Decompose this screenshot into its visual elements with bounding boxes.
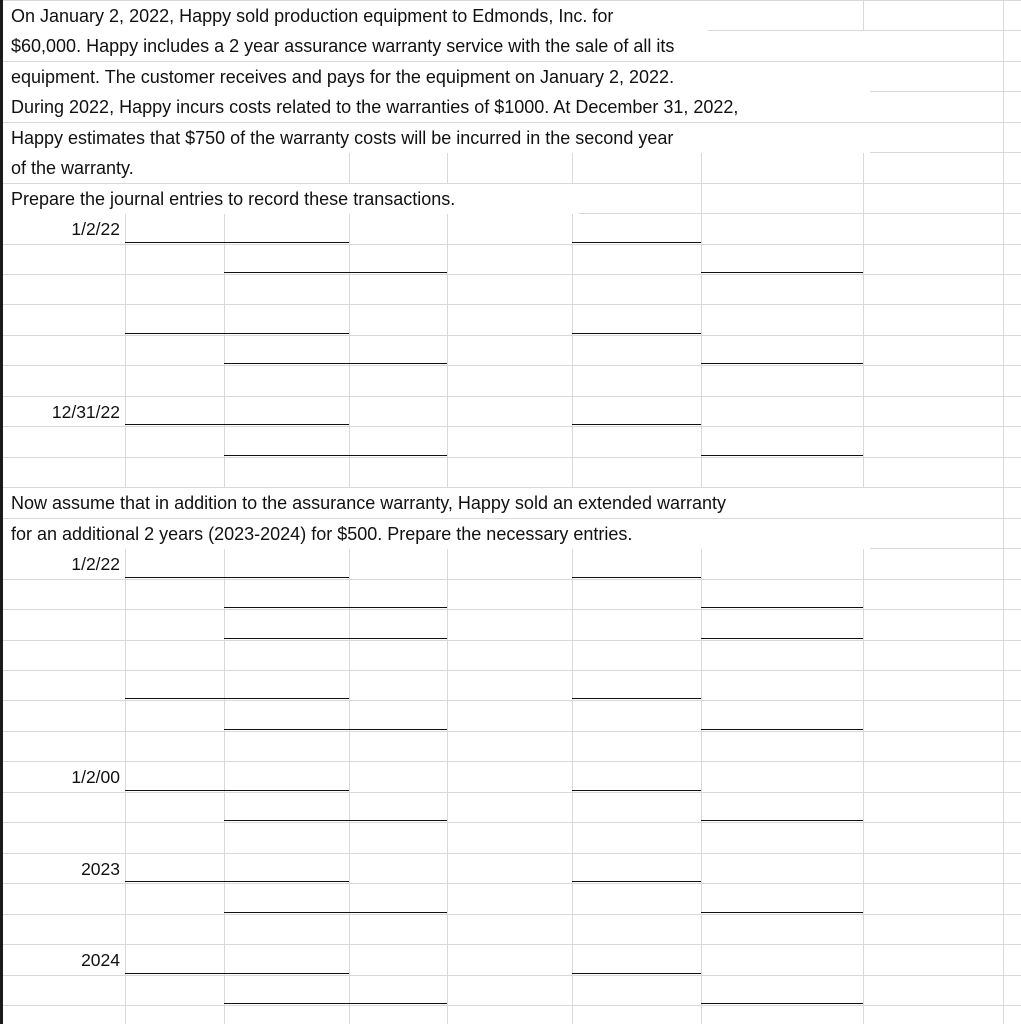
debit-amount-line[interactable]	[572, 973, 701, 974]
problem-line-4[interactable]: During 2022, Happy incurs costs related to the warranties of $1000. At December 31, 2022,	[3, 92, 870, 122]
credit-account-line[interactable]	[224, 820, 447, 821]
debit-account-line[interactable]	[125, 790, 349, 791]
problem-line-3[interactable]: equipment. The customer receives and pays for the equipment on January 2, 2022.	[3, 62, 870, 92]
debit-account-line[interactable]	[125, 577, 349, 578]
row-gridline	[0, 914, 1021, 915]
row-gridline	[0, 244, 1021, 245]
problem-line-5[interactable]: Happy estimates that $750 of the warranty costs will be incurred in the second year	[3, 123, 870, 153]
row-gridline	[0, 640, 1021, 641]
date-cell[interactable]: 1/2/22	[71, 219, 120, 239]
date-cell[interactable]: 1/2/22	[71, 554, 120, 574]
row-gridline	[0, 853, 1021, 854]
column-gridline	[1003, 0, 1004, 1024]
credit-amount-line[interactable]	[701, 912, 863, 913]
debit-amount-line[interactable]	[572, 333, 701, 334]
credit-account-line[interactable]	[224, 1003, 447, 1004]
debit-amount-line[interactable]	[572, 698, 701, 699]
debit-account-line[interactable]	[125, 242, 349, 243]
row-gridline	[0, 944, 1021, 945]
date-cell[interactable]: 1/2/00	[71, 767, 120, 787]
debit-account-line[interactable]	[125, 424, 349, 425]
row-gridline	[0, 670, 1021, 671]
credit-amount-line[interactable]	[701, 272, 863, 273]
row-gridline	[0, 731, 1021, 732]
credit-amount-line[interactable]	[701, 1003, 863, 1004]
row-gridline	[0, 396, 1021, 397]
debit-account-line[interactable]	[125, 973, 349, 974]
row-gridline	[0, 792, 1021, 793]
row-gridline	[0, 883, 1021, 884]
credit-account-line[interactable]	[224, 638, 447, 639]
credit-amount-line[interactable]	[701, 820, 863, 821]
date-cell[interactable]: 2024	[81, 950, 120, 970]
part2-line-2[interactable]: for an additional 2 years (2023-2024) for $500. Prepare the necessary entries.	[3, 519, 870, 549]
credit-amount-line[interactable]	[701, 607, 863, 608]
row-gridline	[0, 700, 1021, 701]
row-gridline	[0, 975, 1021, 976]
row-gridline	[0, 1005, 1021, 1006]
credit-account-line[interactable]	[224, 729, 447, 730]
date-cell[interactable]: 2023	[81, 859, 120, 879]
row-gridline	[0, 457, 1021, 458]
credit-account-line[interactable]	[224, 272, 447, 273]
row-gridline	[0, 274, 1021, 275]
debit-amount-line[interactable]	[572, 242, 701, 243]
credit-amount-line[interactable]	[701, 729, 863, 730]
debit-account-line[interactable]	[125, 698, 349, 699]
problem-line-2[interactable]: $60,000. Happy includes a 2 year assurance warranty service with the sale of all its	[3, 31, 870, 61]
row-gridline	[0, 304, 1021, 305]
row-gridline	[0, 579, 1021, 580]
credit-amount-line[interactable]	[701, 455, 863, 456]
part2-line-1[interactable]: Now assume that in addition to the assurance warranty, Happy sold an extended warranty	[3, 488, 870, 518]
row-gridline	[0, 365, 1021, 366]
debit-amount-line[interactable]	[572, 424, 701, 425]
date-cell[interactable]: 12/31/22	[51, 402, 120, 422]
problem-line-6[interactable]: of the warranty.	[3, 153, 231, 183]
credit-account-line[interactable]	[224, 607, 447, 608]
debit-account-line[interactable]	[125, 333, 349, 334]
row-gridline	[0, 761, 1021, 762]
credit-account-line[interactable]	[224, 912, 447, 913]
credit-account-line[interactable]	[224, 455, 447, 456]
row-gridline	[0, 822, 1021, 823]
debit-amount-line[interactable]	[572, 790, 701, 791]
debit-amount-line[interactable]	[572, 881, 701, 882]
row-gridline	[0, 609, 1021, 610]
debit-account-line[interactable]	[125, 881, 349, 882]
row-gridline	[0, 335, 1021, 336]
credit-account-line[interactable]	[224, 363, 447, 364]
credit-amount-line[interactable]	[701, 638, 863, 639]
credit-amount-line[interactable]	[701, 363, 863, 364]
instruction-line[interactable]: Prepare the journal entries to record these transactions.	[3, 184, 579, 214]
debit-amount-line[interactable]	[572, 577, 701, 578]
problem-line-1[interactable]: On January 2, 2022, Happy sold production equipment to Edmonds, Inc. for	[3, 1, 708, 31]
row-gridline	[0, 426, 1021, 427]
